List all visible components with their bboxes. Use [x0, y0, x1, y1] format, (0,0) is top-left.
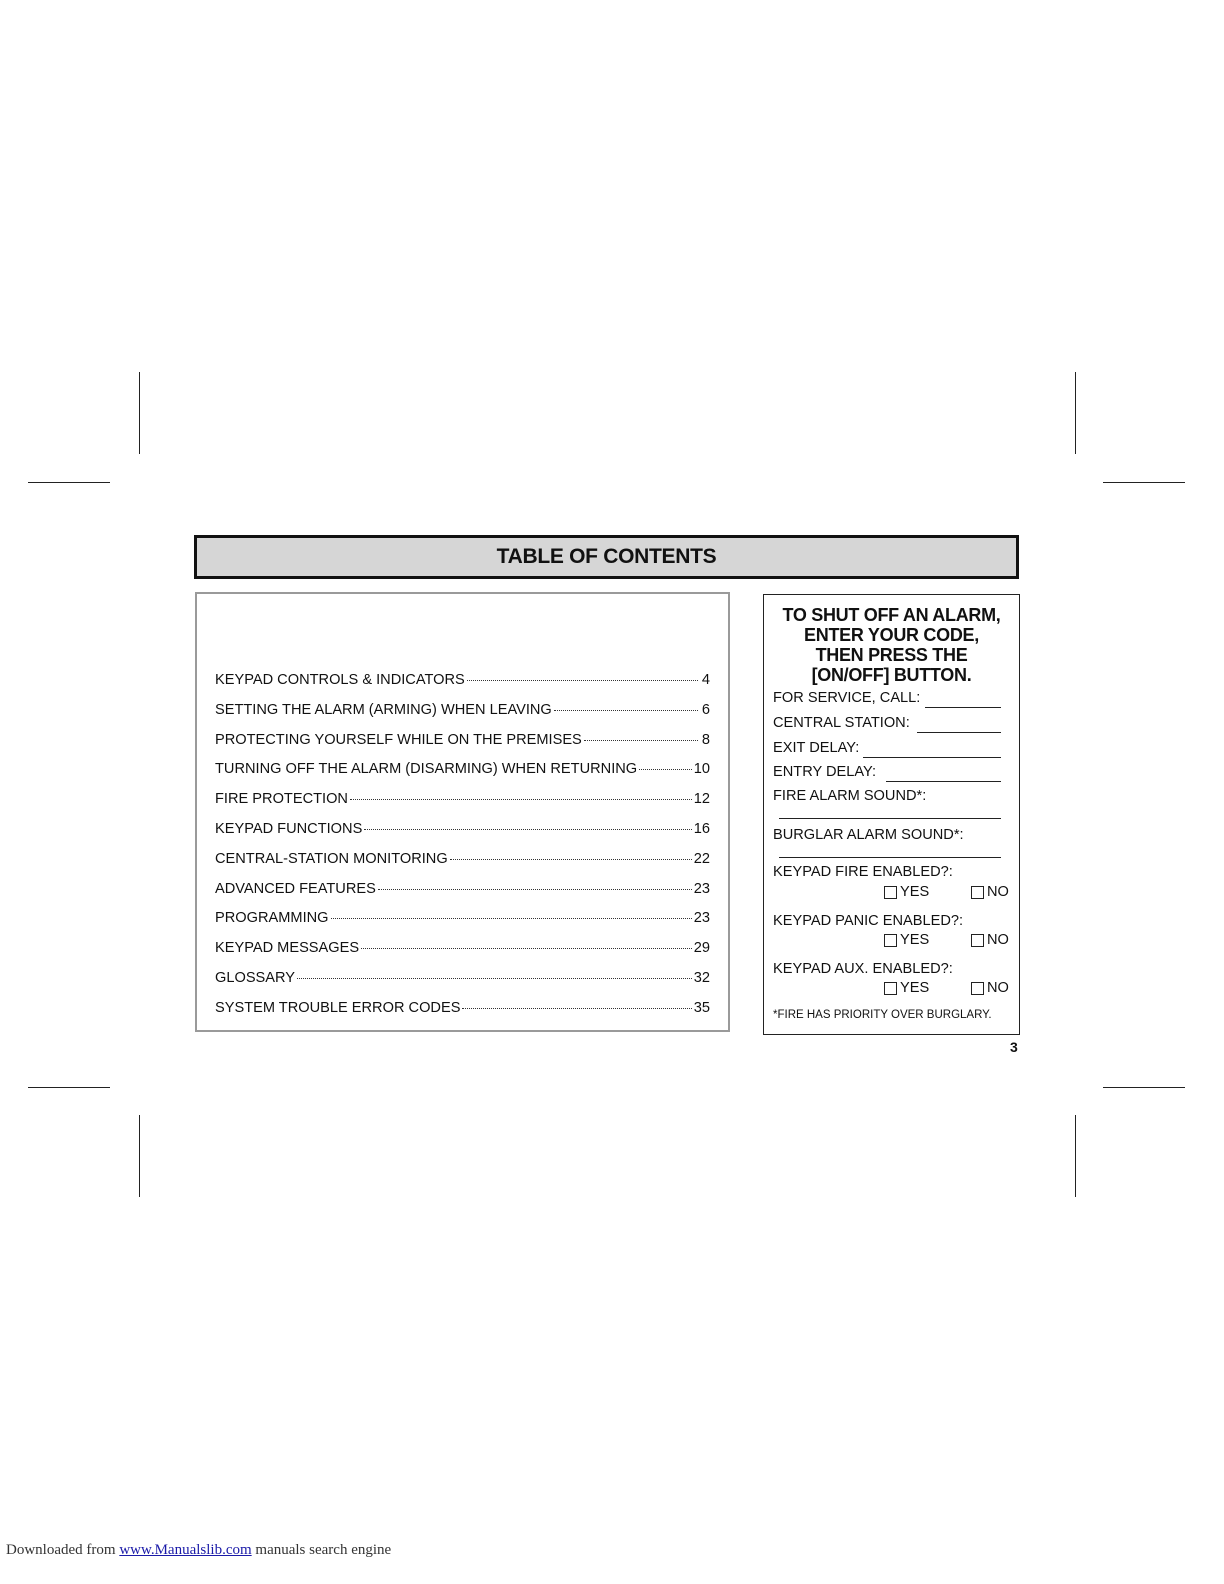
toc-entry-page: 16 [693, 820, 710, 837]
toc-entry-page: 10 [693, 761, 710, 778]
keypad-fire-no[interactable] [971, 884, 1009, 900]
toc-entry-page: 29 [693, 940, 710, 957]
dot-leader [297, 978, 692, 979]
yes-label: YES [900, 932, 930, 948]
toc-entry-label: KEYPAD MESSAGES [215, 940, 360, 957]
toc-entry[interactable] [215, 821, 710, 851]
entry-delay-field[interactable] [886, 781, 1001, 782]
toc-entry-label: ADVANCED FEATURES [215, 880, 376, 897]
alarm-line: TO SHUT OFF AN ALARM, [782, 605, 1001, 625]
keypad-fire-yes[interactable] [884, 884, 929, 900]
dot-leader [364, 829, 691, 830]
keypad-fire-label: KEYPAD FIRE ENABLED?: [773, 864, 953, 880]
download-suffix: manuals search engine [255, 1542, 392, 1558]
keypad-panic-yes[interactable] [884, 932, 929, 948]
burglar-sound-label: BURGLAR ALARM SOUND*: [773, 827, 964, 843]
dot-leader [450, 859, 692, 860]
alarm-line: ENTER YOUR CODE, [804, 625, 979, 645]
keypad-panic-no[interactable] [971, 932, 1009, 948]
dot-leader [378, 889, 692, 890]
toc-title: TABLE OF CONTENTS [496, 545, 717, 568]
toc-entry[interactable] [215, 910, 710, 940]
crop-mark [139, 372, 140, 454]
toc-entry-label: PROGRAMMING [215, 910, 329, 927]
alarm-line: THEN PRESS THE [815, 645, 968, 665]
no-label: NO [987, 980, 1009, 996]
crop-mark [1075, 1115, 1076, 1197]
toc-entry-label: KEYPAD FUNCTIONS [215, 820, 363, 837]
checkbox-icon[interactable] [971, 886, 984, 899]
keypad-aux-label: KEYPAD AUX. ENABLED?: [773, 961, 953, 977]
no-label: NO [987, 932, 1009, 948]
checkbox-icon[interactable] [971, 934, 984, 947]
toc-entry[interactable] [215, 1000, 710, 1030]
fire-sound-label: FIRE ALARM SOUND*: [773, 788, 927, 804]
toc-entry-label: FIRE PROTECTION [215, 791, 348, 808]
download-prefix: Downloaded from [6, 1542, 116, 1558]
keypad-aux-no[interactable] [971, 980, 1009, 996]
dot-leader [467, 680, 698, 681]
fire-sound-field[interactable] [779, 818, 1001, 819]
footnote: *FIRE HAS PRIORITY OVER BURGLARY. [773, 1009, 992, 1021]
service-field[interactable] [925, 707, 1001, 708]
toc-entry-page: 32 [693, 969, 710, 986]
toc-entry[interactable] [215, 881, 710, 911]
dot-leader [584, 740, 698, 741]
toc-entry-page: 12 [693, 791, 710, 808]
dot-leader [639, 769, 692, 770]
toc-entry-page: 4 [701, 672, 710, 688]
toc-entry-label: CENTRAL-STATION MONITORING [215, 850, 448, 867]
toc-entry-page: 22 [693, 850, 710, 867]
service-label: FOR SERVICE, CALL: [773, 690, 921, 706]
toc-title-bar [194, 535, 1019, 579]
toc-entry[interactable] [215, 702, 710, 732]
toc-entry[interactable] [215, 732, 710, 762]
dot-leader [331, 918, 692, 919]
toc-entry-page: 6 [701, 701, 710, 718]
checkbox-icon[interactable] [884, 886, 897, 899]
toc-entry[interactable] [215, 672, 710, 702]
toc-entry-label: PROTECTING YOURSELF WHILE ON THE PREMISES [215, 731, 582, 748]
burglar-sound-field[interactable] [779, 857, 1001, 858]
toc-entry[interactable] [215, 791, 710, 821]
alarm-line: [ON/OFF] BUTTON. [811, 665, 972, 685]
toc-entry-label: GLOSSARY [215, 969, 296, 986]
crop-mark [1075, 372, 1076, 454]
toc-entry[interactable] [215, 761, 710, 791]
toc-entry-page: 35 [693, 999, 710, 1016]
exit-delay-label: EXIT DELAY: [773, 740, 860, 756]
toc-list [215, 672, 710, 1030]
entry-delay-label: ENTRY DELAY: [773, 764, 877, 780]
yes-label: YES [900, 884, 930, 900]
toc-entry[interactable] [215, 940, 710, 970]
keypad-panic-label: KEYPAD PANIC ENABLED?: [773, 913, 964, 929]
toc-entry[interactable] [215, 851, 710, 881]
dot-leader [462, 1008, 691, 1009]
dot-leader [361, 948, 692, 949]
central-station-field[interactable] [917, 732, 1001, 733]
keypad-aux-yes[interactable] [884, 980, 929, 996]
toc-entry-page: 23 [693, 880, 710, 897]
exit-delay-field[interactable] [863, 757, 1001, 758]
page-number: 3 [1010, 1039, 1018, 1055]
checkbox-icon[interactable] [884, 982, 897, 995]
dot-leader [350, 799, 692, 800]
crop-mark [1103, 482, 1185, 483]
central-station-label: CENTRAL STATION: [773, 715, 910, 731]
checkbox-icon[interactable] [884, 934, 897, 947]
toc-entry-label: KEYPAD CONTROLS & INDICATORS [215, 672, 465, 688]
toc-entry-label: SYSTEM TROUBLE ERROR CODES [215, 999, 461, 1016]
alarm-instructions [764, 605, 1019, 685]
toc-box [195, 592, 730, 1032]
no-label: NO [987, 884, 1009, 900]
yes-label: YES [900, 980, 930, 996]
manualslib-link[interactable]: www.Manualslib.com [119, 1542, 252, 1558]
crop-mark [28, 482, 110, 483]
checkbox-icon[interactable] [971, 982, 984, 995]
crop-mark [1103, 1087, 1185, 1088]
crop-mark [28, 1087, 110, 1088]
toc-entry-page: 8 [701, 731, 710, 748]
download-note [6, 1542, 391, 1559]
toc-entry[interactable] [215, 970, 710, 1000]
alarm-info-box [763, 594, 1020, 1035]
toc-entry-label: TURNING OFF THE ALARM (DISARMING) WHEN RETURNING [215, 761, 638, 778]
toc-entry-page: 23 [693, 910, 710, 927]
dot-leader [554, 710, 698, 711]
crop-mark [139, 1115, 140, 1197]
toc-entry-label: SETTING THE ALARM (ARMING) WHEN LEAVING [215, 701, 552, 718]
